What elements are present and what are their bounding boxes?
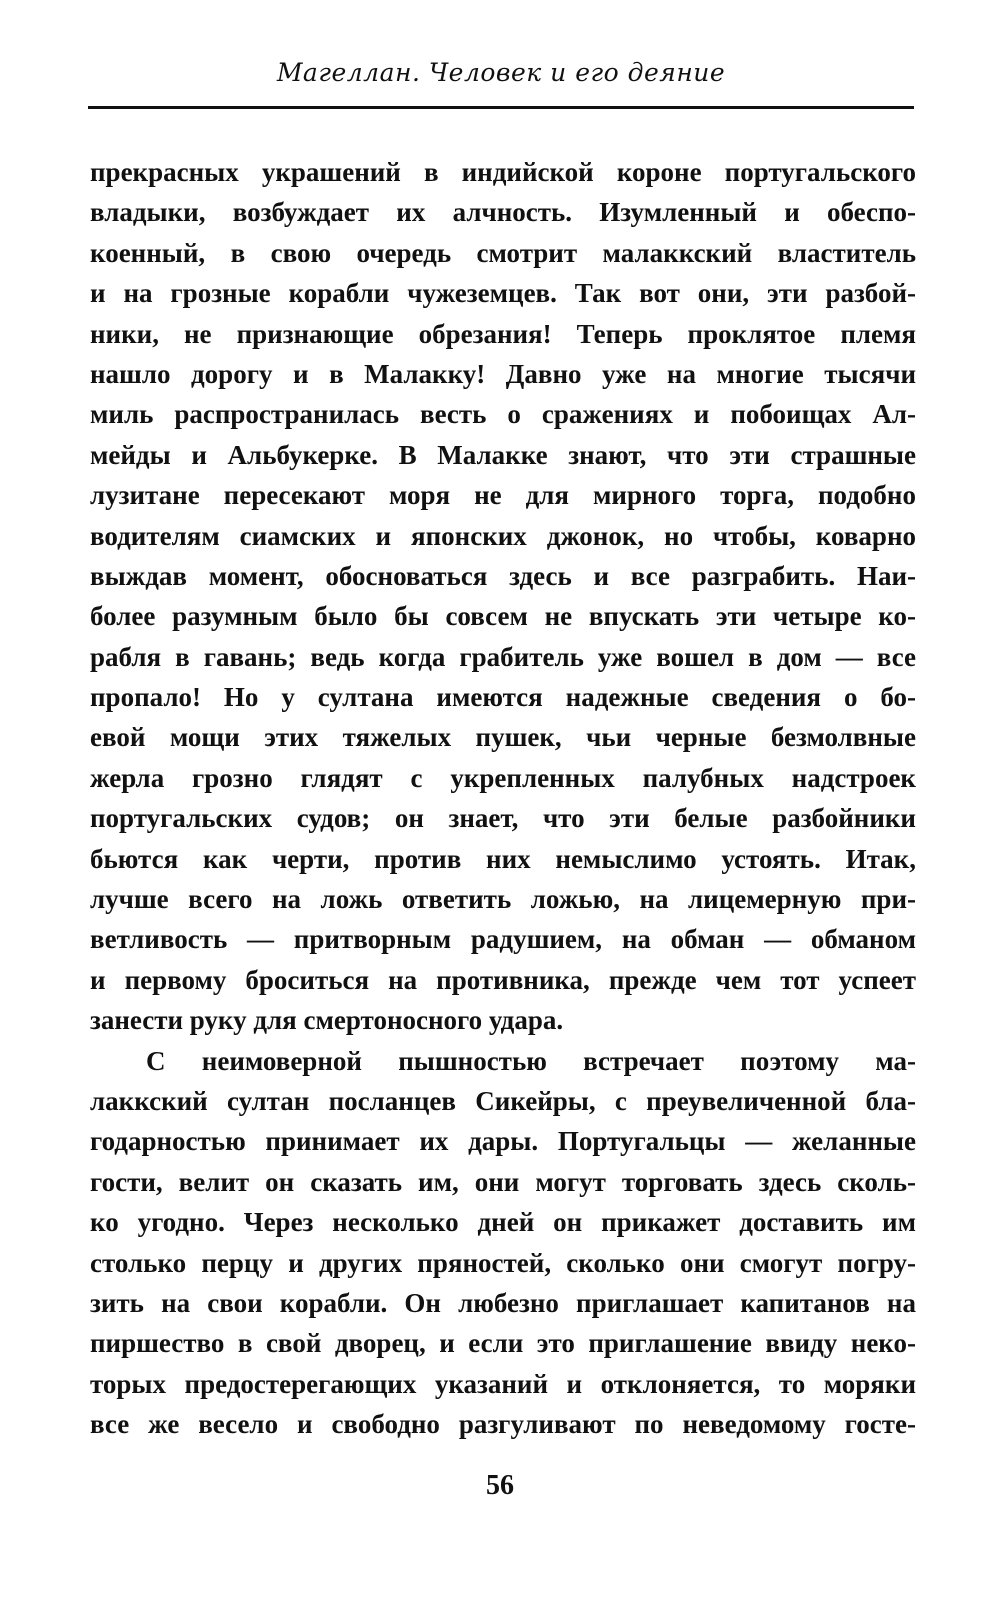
page-number: 56 <box>486 1470 514 1501</box>
text-line: португальских судов; он знает, что эти белые разбойники <box>90 803 916 834</box>
text-line: мейды и Альбукерке. В Малакке знают, что эти страшные <box>90 439 916 470</box>
text-line: лузитане пересекают моря не для мирного торга, подобно <box>90 480 916 511</box>
text-line: годарностью принимает их дары. Португальцы — желанные <box>90 1126 916 1157</box>
text-line: ко угодно. Через несколько дней он прикажет доставить им <box>90 1207 916 1238</box>
text-line: зить на свои корабли. Он любезно приглашает капитанов на <box>90 1287 916 1318</box>
text-line: водителям сиамских и японских джонок, но чтобы, коварно <box>90 520 916 551</box>
text-line: столько перцу и других пряностей, сколько они смогут погру- <box>90 1247 916 1278</box>
text-line: владыки, возбуждает их алчность. Изумленный и обеспо- <box>90 197 916 228</box>
text-line: торых предостерегающих указаний и отклоняется, то моряки <box>90 1368 916 1399</box>
text-line: рабля в гавань; ведь когда грабитель уже вошел в дом — все <box>90 641 916 672</box>
text-line: коенный, в свою очередь смотрит малаккский властитель <box>90 237 916 268</box>
text-line: пиршество в свой дворец, и если это приглашение ввиду неко- <box>90 1328 916 1359</box>
text-line: и на грозные корабли чужеземцев. Так вот они, эти разбой- <box>90 278 916 309</box>
text-line: бьются как черти, против них немыслимо устоять. Итак, <box>90 843 916 874</box>
text-line: прекрасных украшений в индийской короне португальского <box>90 157 916 187</box>
text-line: лаккский султан посланцев Сикейры, с преувеличенной бла- <box>90 1085 916 1116</box>
running-header: Магеллан. Человек и его деяние <box>276 58 726 87</box>
text-line: занести руку для смертоносного удара. <box>90 1005 564 1036</box>
text-line: ники, не признающие обрезания! Теперь проклятое племя <box>90 318 916 349</box>
text-line: С неимоверной пышностью встречает поэтому ма- <box>146 1045 916 1076</box>
text-line: более разумным было бы совсем не впускать эти четыре ко- <box>90 601 916 632</box>
header-rule <box>88 106 914 109</box>
text-line: евой мощи этих тяжелых пушек, чьи черные безмолвные <box>90 722 916 753</box>
body-text <box>90 152 916 1445</box>
text-line: нашло дорогу и в Малакку! Давно уже на многие тысячи <box>90 358 916 389</box>
text-line: пропало! Но у султана имеются надежные сведения о бо- <box>90 682 916 713</box>
text-line: лучше всего на ложь ответить ложью, на лицемерную при- <box>90 884 916 915</box>
text-line: гости, велит он сказать им, они могут торговать здесь сколь- <box>90 1166 916 1197</box>
text-line: выждав момент, обосноваться здесь и все разграбить. Наи- <box>90 560 916 591</box>
text-line: и первому броситься на противника, прежде чем тот успеет <box>90 964 916 995</box>
text-line: все же весело и свободно разгуливают по неведомому госте- <box>90 1409 916 1440</box>
text-line: миль распространилась весть о сражениях и побоищах Ал- <box>90 399 916 430</box>
text-line: жерла грозно глядят с укрепленных палубных надстроек <box>90 762 916 793</box>
text-line: ветливость — притворным радушием, на обман — обманом <box>90 924 916 955</box>
